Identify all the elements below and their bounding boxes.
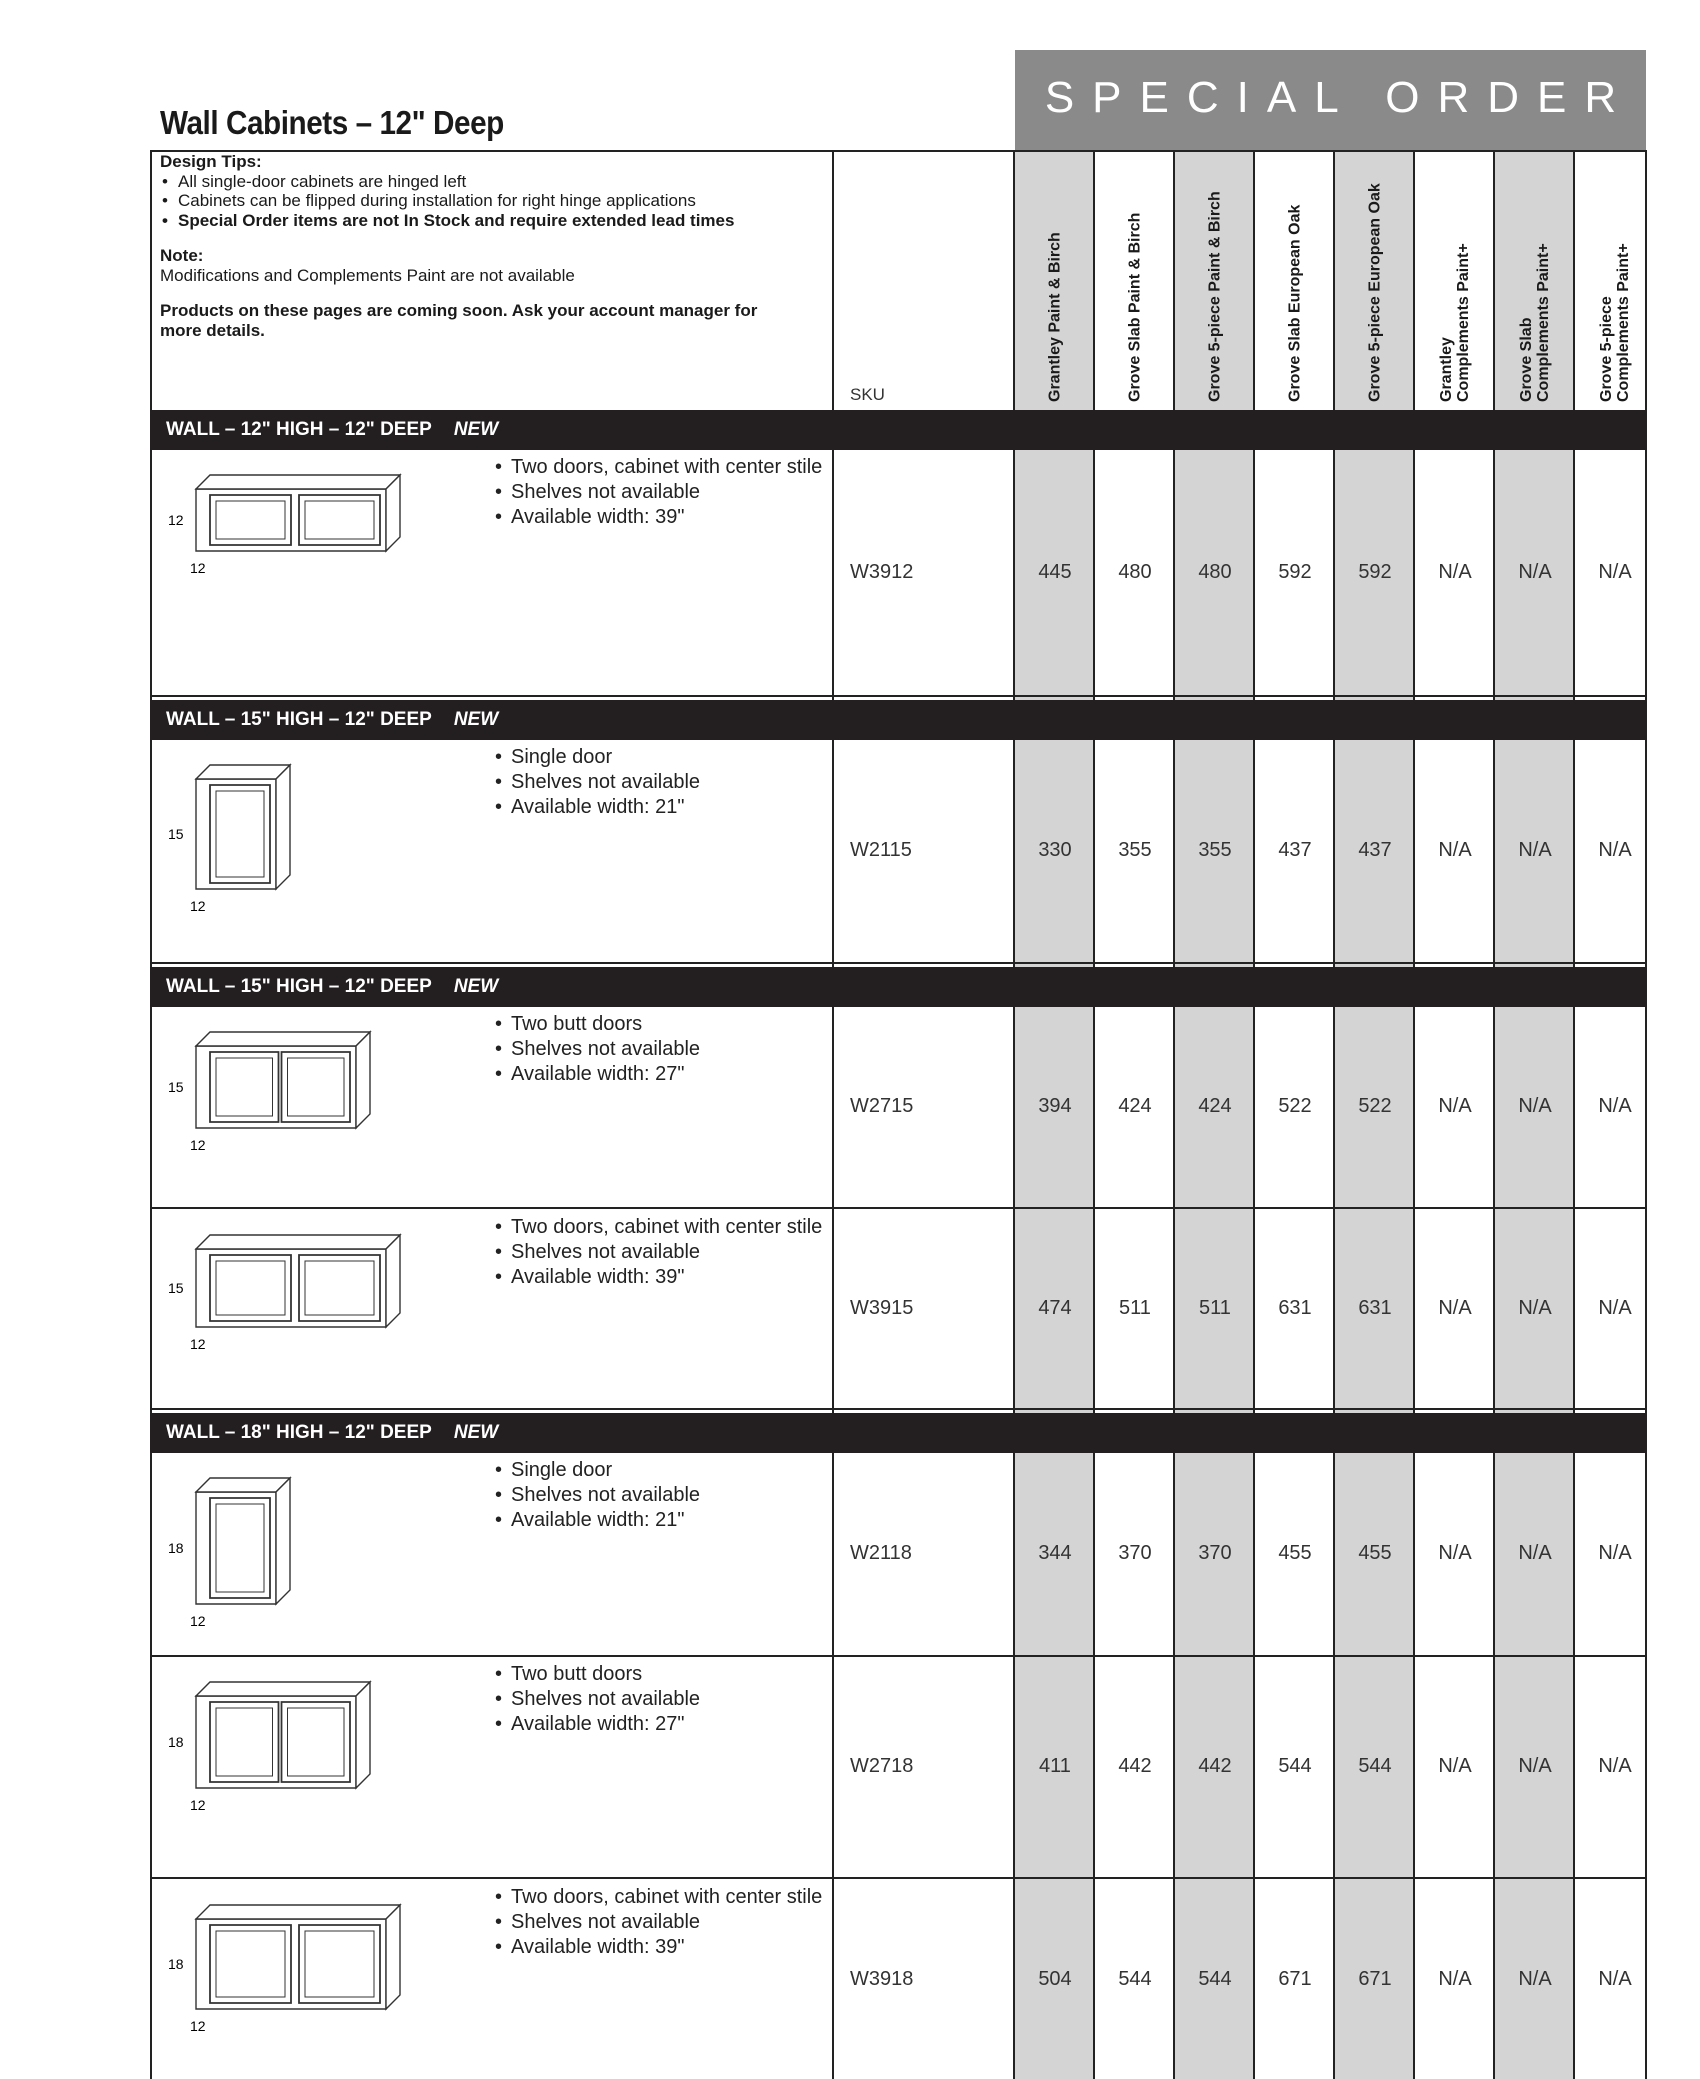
cabinet-outline [276,1478,290,1604]
cabinet-outline [210,1255,291,1321]
cabinet-illustration [160,1012,410,1202]
price-cell: 370 [1198,1542,1232,1564]
sku-cell: W3918 [850,1967,914,1990]
depth-dimension: 12 [190,560,206,576]
column-header-line: Complements Paint+ [1455,243,1472,402]
tip-item: • Cabinets can be flipped during installation for right hinge applications [160,191,830,211]
price-cell: 474 [1038,1297,1072,1319]
depth-dimension: 12 [190,1797,206,1813]
feature-item: • Available width: 39" [493,1265,823,1290]
height-dimension: 15 [168,1079,184,1095]
price-cell: 424 [1118,1095,1152,1117]
column-header-line: Grantley Paint & Birch [1046,232,1064,402]
new-badge: NEW [453,419,499,440]
height-dimension: 18 [168,1734,184,1750]
column-header-line: Grove 5-piece [1598,296,1615,402]
price-cell: 511 [1199,1297,1231,1319]
cabinet-outline [196,1032,370,1046]
cabinet-outline [196,475,400,489]
column-header-label [1518,243,1552,402]
cabinet-outline [282,1702,351,1782]
feature-item: • Shelves not available [493,770,823,795]
feature-list [493,1215,823,1290]
cabinet-outline [196,1235,400,1249]
column-header-line: Grove 5-piece European Oak [1366,183,1384,402]
new-badge: NEW [453,709,499,730]
feature-list [493,1012,823,1087]
feature-item: • Available width: 21" [493,795,823,820]
cabinet-outline [356,1032,370,1128]
price-cell: 330 [1038,839,1072,861]
price-cell: N/A [1438,560,1472,583]
price-cell: 424 [1198,1095,1232,1117]
cabinet-illustration [160,455,410,655]
price-cell: 355 [1118,839,1152,861]
price-cell: 442 [1118,1755,1152,1777]
column-header [1015,150,1095,410]
price-cell: 344 [1038,1542,1072,1564]
row-divider [150,1655,1646,1657]
column-header-line: Grove Slab Paint & Birch [1126,212,1144,402]
note-heading: Note: [160,246,204,265]
cabinet-illustration [160,745,410,945]
price-cell: 480 [1118,560,1152,583]
feature-item: • Available width: 27" [493,1062,823,1087]
cabinet-outline [386,1905,400,2009]
note-text: Modifications and Complements Paint are not available [160,265,575,285]
cabinet-illustration [160,1458,410,1650]
row-divider [150,962,1646,964]
cabinet-outline [196,1682,370,1696]
price-cell: N/A [1598,1755,1632,1777]
cabinet-outline [276,765,290,889]
price-cell: 631 [1278,1297,1312,1319]
price-cell: 437 [1358,839,1392,861]
header-rule [150,150,1646,152]
price-cell: N/A [1598,1542,1632,1564]
feature-item: • Shelves not available [493,1037,823,1062]
price-cell: N/A [1438,839,1472,861]
page-title: Wall Cabinets – 12" Deep [160,104,504,141]
price-cell: 671 [1278,1967,1312,1990]
cabinet-illustration [160,1662,410,1862]
feature-item: • Two doors, cabinet with center stile [493,1885,823,1910]
section-title: WALL – 12" HIGH – 12" DEEP [166,419,432,440]
cabinet-outline [196,765,290,779]
sku-cell: W2715 [850,1095,914,1117]
price-cell: N/A [1598,839,1632,861]
price-cell: N/A [1438,1967,1472,1990]
price-cell: 631 [1358,1297,1392,1319]
price-cell: 394 [1038,1095,1072,1117]
price-cell: 455 [1278,1542,1312,1564]
height-dimension: 15 [168,1280,184,1296]
tips-list [160,172,830,231]
section-header [150,967,1646,1007]
price-cell: N/A [1518,839,1552,861]
column-header-label [1287,205,1304,402]
price-cell: 544 [1278,1755,1312,1777]
column-header [1575,150,1655,410]
feature-item: • Available width: 21" [493,1508,823,1533]
tip-item: • Special Order items are not In Stock and require extended lead times [160,211,830,231]
depth-dimension: 12 [190,1613,206,1629]
price-cell: N/A [1598,1967,1632,1990]
cabinet-outline [210,495,291,545]
price-cell: 411 [1039,1755,1071,1777]
cabinet-outline [299,495,380,545]
cabinet-drawing [160,1012,410,1202]
tip-item: • All single-door cabinets are hinged left [160,172,830,192]
price-cell: N/A [1518,1095,1552,1117]
price-cell: 455 [1358,1542,1392,1564]
price-cell: 355 [1198,839,1232,861]
feature-item: • Available width: 39" [493,505,823,530]
column-header-line: Grove 5-piece Paint & Birch [1206,191,1224,402]
price-cell: 544 [1198,1967,1232,1990]
cabinet-illustration [160,1215,410,1403]
cabinet-outline [299,1925,380,2003]
feature-item: • Available width: 27" [493,1712,823,1737]
price-cell: 522 [1358,1095,1392,1117]
design-tips [160,152,830,340]
feature-item: • Two butt doors [493,1012,823,1037]
price-cell: 370 [1118,1542,1152,1564]
section-header [150,700,1646,740]
price-cell: 671 [1358,1967,1392,1990]
price-cell: N/A [1518,1297,1552,1319]
price-cell: N/A [1438,1755,1472,1777]
cabinet-outline [210,785,270,883]
sku-cell: W2718 [850,1755,914,1777]
column-header-label [1367,183,1384,402]
row-divider [150,1207,1646,1209]
price-cell: N/A [1598,1095,1632,1117]
feature-item: • Available width: 39" [493,1935,823,1960]
price-cell: 442 [1198,1755,1232,1777]
cabinet-outline [210,1498,270,1598]
feature-item: • Single door [493,1458,823,1483]
feature-item: • Shelves not available [493,1240,823,1265]
tips-heading: Design Tips: [160,152,262,171]
new-badge: NEW [453,1422,499,1443]
column-header-line: Grove Slab [1518,317,1535,402]
depth-dimension: 12 [190,1137,206,1153]
cabinet-outline [282,1052,351,1122]
cabinet-outline [210,1052,279,1122]
feature-list [493,455,823,530]
height-dimension: 15 [168,826,184,842]
sku-cell: W2118 [850,1542,912,1564]
cabinet-outline [299,1255,380,1321]
price-cell: N/A [1438,1297,1472,1319]
feature-item: • Shelves not available [493,1910,823,1935]
price-cell: 522 [1278,1095,1312,1117]
special-order-banner: SPECIAL ORDER [1015,50,1646,150]
section-title: WALL – 15" HIGH – 12" DEEP [166,709,432,730]
section-header [150,1413,1646,1453]
feature-item: • Single door [493,745,823,770]
column-header [1335,150,1415,410]
section-title: WALL – 18" HIGH – 12" DEEP [166,1422,432,1443]
price-cell: 511 [1119,1297,1151,1319]
column-header-line: Grove Slab European Oak [1286,204,1304,402]
price-cell: 480 [1198,560,1232,583]
section-header [150,410,1646,450]
price-cell: N/A [1518,560,1552,583]
column-header [1255,150,1335,410]
depth-dimension: 12 [190,898,206,914]
column-header-label [1598,243,1632,402]
cabinet-drawing [160,1662,410,1862]
column-header-label [1047,232,1064,402]
depth-dimension: 12 [190,2018,206,2034]
cabinet-outline [386,475,400,551]
feature-item: • Shelves not available [493,480,823,505]
column-header-line: Complements Paint+ [1615,243,1632,402]
price-cell: N/A [1518,1967,1552,1990]
column-header-label [1127,213,1144,402]
cabinet-drawing [160,745,410,945]
feature-list [493,745,823,820]
price-cell: 445 [1038,560,1072,583]
price-cell: 592 [1278,560,1312,583]
sku-cell: W3912 [850,560,914,583]
feature-item: • Two butt doors [493,1662,823,1687]
cabinet-outline [356,1682,370,1788]
height-dimension: 18 [168,1540,184,1556]
cabinet-illustration [160,1885,410,2074]
price-cell: N/A [1438,1095,1472,1117]
cabinet-outline [196,1478,290,1492]
column-header [1175,150,1255,410]
column-header-label [1207,191,1224,402]
sku-column-header: SKU [850,385,885,404]
row-divider [150,695,1646,697]
height-dimension: 18 [168,1956,184,1972]
feature-item: • Two doors, cabinet with center stile [493,455,823,480]
row-divider [150,1408,1646,1410]
new-badge: NEW [453,976,499,997]
cabinet-drawing [160,1215,410,1403]
price-cell: 504 [1038,1967,1072,1990]
cabinet-outline [210,1925,291,2003]
price-cell: 544 [1118,1967,1152,1990]
price-cell: N/A [1518,1542,1552,1564]
column-header-line: Grantley [1438,337,1455,402]
price-cell: N/A [1598,560,1632,583]
column-header-label [1438,243,1472,402]
feature-item: • Shelves not available [493,1687,823,1712]
cabinet-drawing [160,455,410,655]
column-header [1495,150,1575,410]
feature-list [493,1662,823,1737]
price-cell: N/A [1438,1542,1472,1564]
feature-item: • Shelves not available [493,1483,823,1508]
cabinet-drawing [160,1458,410,1650]
sku-cell: W2115 [850,839,912,861]
price-cell: N/A [1518,1755,1552,1777]
price-cell: 592 [1358,560,1392,583]
coming-soon-note: Products on these pages are coming soon. Ask your account manager for more details. [160,301,758,340]
row-divider [150,1877,1646,1879]
cabinet-outline [196,1905,400,1919]
section-title: WALL – 15" HIGH – 12" DEEP [166,976,432,997]
height-dimension: 12 [168,512,184,528]
cabinet-outline [386,1235,400,1327]
feature-list [493,1885,823,1960]
cabinet-drawing [160,1885,410,2074]
depth-dimension: 12 [190,1336,206,1352]
column-header-line: Complements Paint+ [1535,243,1552,402]
column-header [1095,150,1175,410]
column-header [1415,150,1495,410]
feature-item: • Two doors, cabinet with center stile [493,1215,823,1240]
price-cell: 544 [1358,1755,1392,1777]
price-cell: 437 [1278,839,1312,861]
feature-list [493,1458,823,1533]
price-cell: N/A [1598,1297,1632,1319]
sku-cell: W3915 [850,1297,914,1319]
cabinet-outline [210,1702,279,1782]
